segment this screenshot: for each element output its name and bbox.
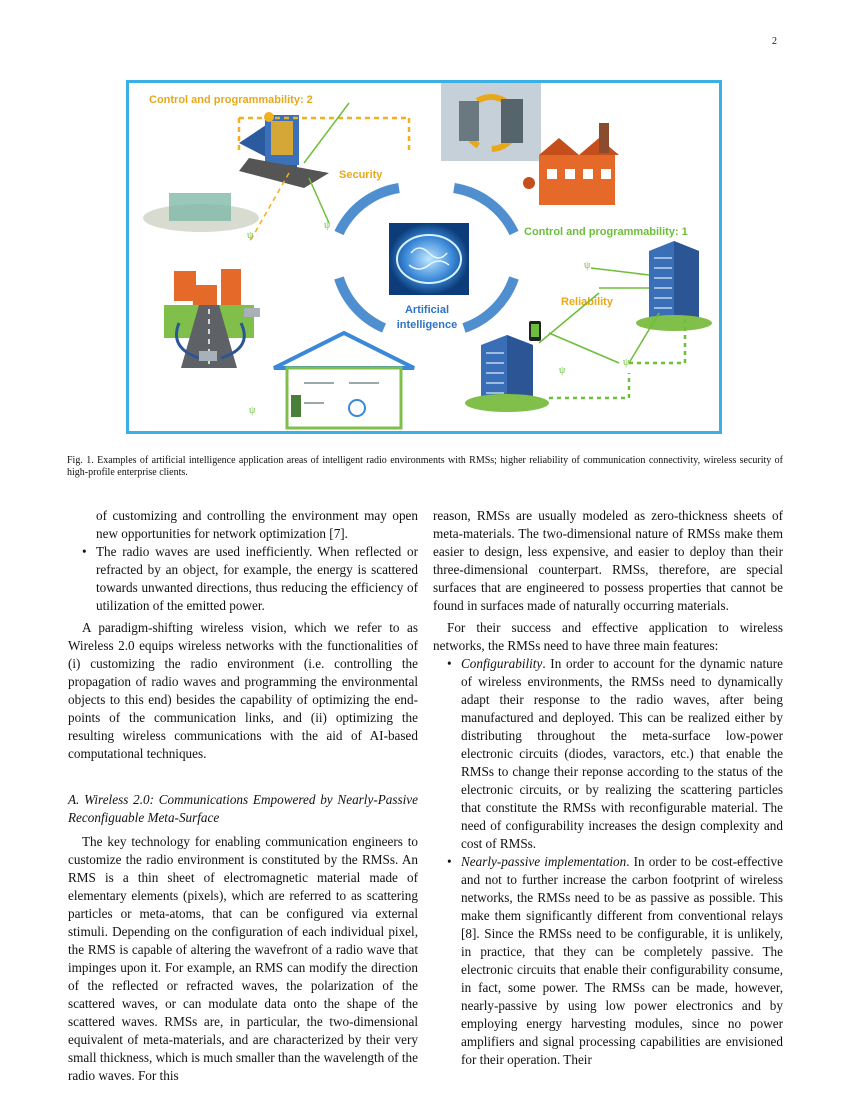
antenna-icon: ψ	[249, 405, 256, 416]
label-ai-line2: intelligence	[396, 319, 458, 331]
figure-illustration	[129, 83, 719, 431]
label-security: Security	[339, 169, 383, 181]
label-control-1: Control and programmability: 1	[524, 226, 688, 238]
paragraph-rms: The key technology for enabling communication engineers to customize the radio environment is constituted by the RMSs. An RMS is a thin sheet of electromagnetic material made of elementary elements (pixels), which are referred to as scattering particles or meta-atoms, that can be configured via external stimuli. Depending on the configuration of each individual pixel, the RMS is capable of altering the wavefront of a radio wave that impinges upon it. For example, an RMS can modify the direction of the reflected or refracted waves, the polarization of the scattered waves, or can modulate data onto the shape of the scattered waves. RMSs are, in particular, the two-dimensional equivalent of meta-materials, and are characterized by their very small thickness, which is much smaller than the wavelength of the radio waves. For this	[68, 834, 418, 1083]
antenna-icon: ψ	[559, 365, 566, 376]
bullet-configurability-title: Configurability	[461, 656, 543, 671]
tower-building-right	[636, 241, 712, 331]
bullet-configurability-text: . In order to account for the dynamic nature of wireless environments, the RMSs need to dynamically adapt their response to the radio waves, after being manufactured and deployed. This can be realized either by distributing throughout the meta-surface low-power electronic circuits (diodes, varactors, etc.) that enable the RMSs to change their reponse according to the status of the electronic circuits, or by realizing the scattering particles that constitute the RMSs with reconfigurable material. The need of configurability increases the design complexity and cost of RMSs.	[461, 656, 783, 851]
section-heading: A. Wireless 2.0: Communications Empowered by Nearly-Passive Reconfiguable Meta-Surface	[68, 792, 418, 825]
right-column	[433, 507, 783, 1069]
label-reliability: Reliability	[561, 296, 613, 308]
smart-home-image	[274, 333, 414, 428]
paragraph-continuation: reason, RMSs are usually modeled as zero-thickness sheets of meta-materials. The two-dimensional nature of RMSs make them easier to design, less expensive, and easier to deploy than their three-dimensional counterpart. RMSs, therefore, are special surfaces that are engineered to possess properties that cannot be found in surfaces made of naturally occurring materials.	[433, 508, 783, 613]
bullet-nearly-passive-text: . In order to be cost-effective and not to further increase the carbon footprint of wireless networks, the RMSs need to be as passive as possible. This make them significantly different from conventional relays [8]. Since the RMSs need to be configurable, it is unlikely, in practice, that they can be completely passive. The electronic circuits that enable their configurability consume, in fact, some power. The RMSs can be made, however, nearly-passive by using low power electronics and by employing energy harvesting modules, since no power amplifiers and signal processing capabilities are envisioned for their operation. Their	[461, 854, 783, 1067]
label-ai-line1: Artificial	[404, 304, 450, 316]
antenna-icon: ψ	[247, 230, 254, 241]
figure-1	[126, 80, 722, 434]
figure-caption: Fig. 1. Examples of artificial intelligence application areas of intelligent radio environments with RMSs; higher reliability of communication connectivity, wireless security of high-profile enterprise clients.	[67, 455, 783, 478]
bullet-nearly-passive-title: Nearly-passive implementation	[461, 854, 627, 869]
antenna-icon: ψ	[623, 357, 630, 368]
bullet-radio-waves-text: The radio waves are used inefficiently. When reflected or refracted by an object, for example, the energy is scattered towards unwanted directions, thus reducing the efficiency of utilization of the emitted power.	[96, 544, 418, 613]
page-number: 2	[772, 36, 777, 47]
bullet-dot: •	[447, 854, 452, 869]
bullet-dot: •	[447, 656, 452, 671]
antenna-icon: ψ	[584, 260, 591, 271]
tower-building-left	[465, 335, 549, 412]
city-image	[164, 269, 260, 368]
security-building	[239, 115, 329, 188]
factory-building	[539, 123, 619, 205]
left-column	[68, 507, 418, 1085]
brain-icon	[389, 223, 469, 295]
robot-icon	[523, 177, 535, 189]
bullet-nearly-passive	[433, 853, 783, 1069]
bullet-dot: •	[82, 544, 87, 559]
label-control-2: Control and programmability: 2	[149, 94, 313, 106]
antenna-icon: ψ	[324, 220, 331, 231]
bullet-configurability	[433, 655, 783, 853]
paragraph-wireless20: A paradigm-shifting wireless vision, which we refer to as Wireless 2.0 equips wireless networks with the functionalities of (i) customizing the radio environment (i.e. controlling the propagation of radio waves and programming the environmental objects to this end) besides the capability of optimizing the end-points of the communication links, and (ii) optimizing the resulting wireless communications with the aid of AI-based computational techniques.	[68, 620, 418, 761]
bullet-continuation: of customizing and controlling the environment may open new opportunities for network optimization [7].	[96, 508, 418, 541]
bullet-radio-waves	[68, 543, 418, 615]
paragraph-features: For their success and effective application to wireless networks, the RMSs need to have three main features:	[433, 620, 783, 653]
